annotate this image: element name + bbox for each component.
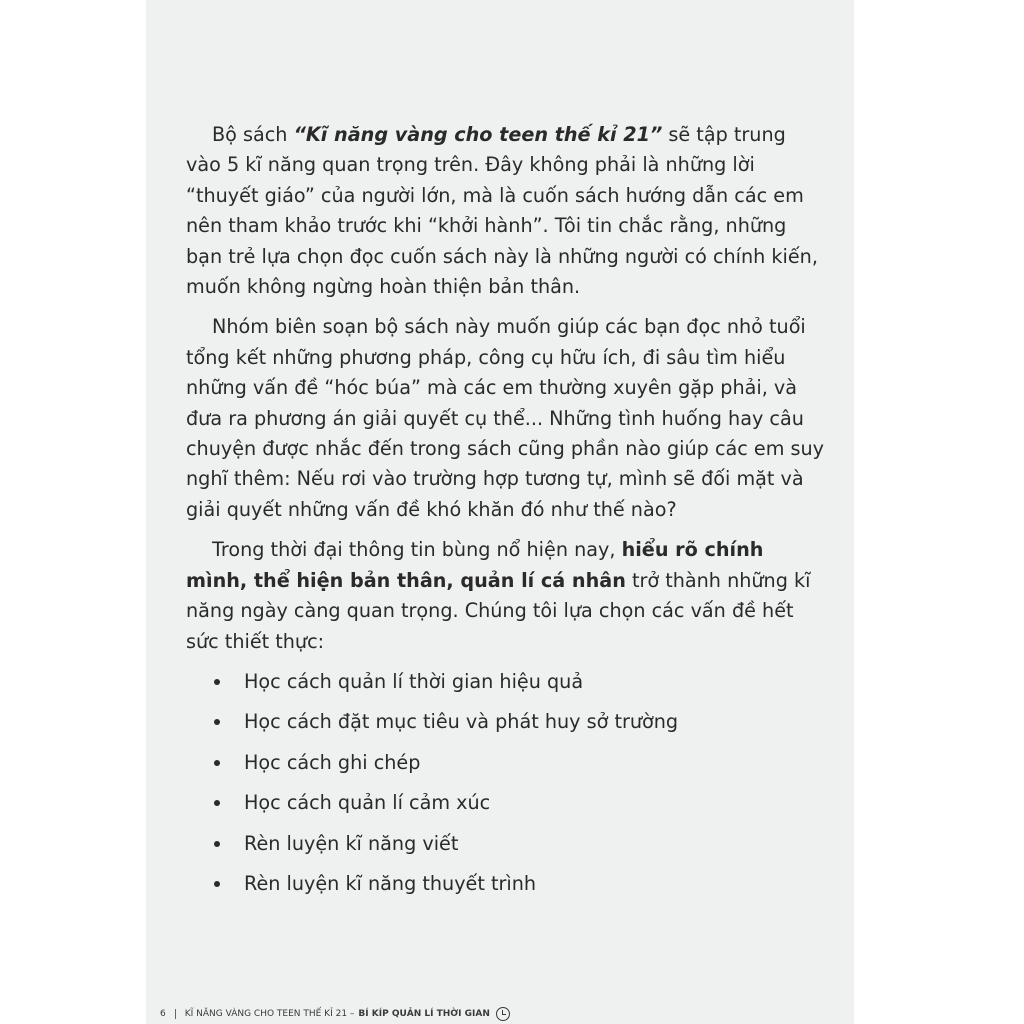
paragraph-3 — [186, 535, 826, 657]
footer-divider — [175, 1009, 176, 1019]
footer-series: KĨ NĂNG VÀNG CHO TEEN THẾ KỈ 21 – — [184, 1009, 355, 1019]
list-item-text: Học cách ghi chép — [244, 750, 421, 774]
paragraph-3-lead: Trong thời đại thông tin bùng nổ hiện nay, — [212, 538, 622, 562]
list-item — [186, 667, 826, 708]
list-item-text: Học cách quản lí cảm xúc — [244, 791, 491, 815]
body-text — [186, 120, 826, 910]
book-page — [146, 0, 854, 1024]
list-item — [186, 869, 826, 910]
clock-icon — [496, 1007, 510, 1021]
list-item — [186, 748, 826, 789]
paragraph-1-lead: Bộ sách — [212, 123, 294, 146]
list-item — [186, 788, 826, 829]
bullet-icon — [214, 881, 220, 887]
bullet-icon — [214, 800, 220, 806]
list-item — [186, 707, 826, 748]
footer-book-title: BÍ KÍP QUẢN LÍ THỜI GIAN — [358, 1009, 490, 1019]
list-item — [186, 829, 826, 870]
bullet-icon — [214, 760, 220, 766]
paragraph-1-rest: sẽ tập trung vào 5 kĩ năng quan trọng trên. Đây không phải là những lời “thuyết giáo” của người lớn, mà là cuốn sách hướng dẫn các em nên tham khảo trước khi “khởi hành”. Tôi tin chắc rằng, những bạn trẻ lựa chọn đọc cuốn sách này là những người có chính kiến, muốn không ngừng hoàn thiện bản thân. — [186, 123, 818, 299]
bullet-icon — [214, 719, 220, 725]
paragraph-3-rest: trở thành những kĩ năng ngày càng quan trọng. Chúng tôi lựa chọn các vấn đề hết sức thiết thực: — [186, 568, 811, 653]
list-item-text: Học cách đặt mục tiêu và phát huy sở trường — [244, 710, 679, 734]
key-skills-emphasis: hiểu rõ chính mình, thể hiện bản thân, quản lí cá nhân — [186, 538, 764, 592]
bullet-icon — [214, 679, 220, 685]
skills-list — [186, 667, 826, 910]
book-series-title: “Kĩ năng vàng cho teen thế kỉ 21” — [293, 123, 663, 146]
list-item-text: Rèn luyện kĩ năng viết — [244, 831, 459, 855]
bullet-icon — [214, 841, 220, 847]
page-number: 6 — [160, 1009, 166, 1019]
list-item-text: Học cách quản lí thời gian hiệu quả — [244, 669, 584, 693]
paragraph-2: Nhóm biên soạn bộ sách này muốn giúp các bạn đọc nhỏ tuổi tổng kết những phương pháp, công cụ hữu ích, đi sâu tìm hiểu những vấn đề “hóc búa” mà các em thường xuyên gặp phải, và đưa ra phương án giải quyết cụ thể... Những tình huống hay câu chuyện được nhắc đến trong sách cũng phần nào giúp các em suy nghĩ thêm: Nếu rơi vào trường hợp tương tự, mình sẽ đối mặt và giải quyết những vấn đề khó khăn đó như thế nào? — [186, 315, 825, 521]
page-footer — [160, 1006, 510, 1022]
paragraph-1 — [186, 120, 826, 302]
list-item-text: Rèn luyện kĩ năng thuyết trình — [244, 872, 537, 896]
